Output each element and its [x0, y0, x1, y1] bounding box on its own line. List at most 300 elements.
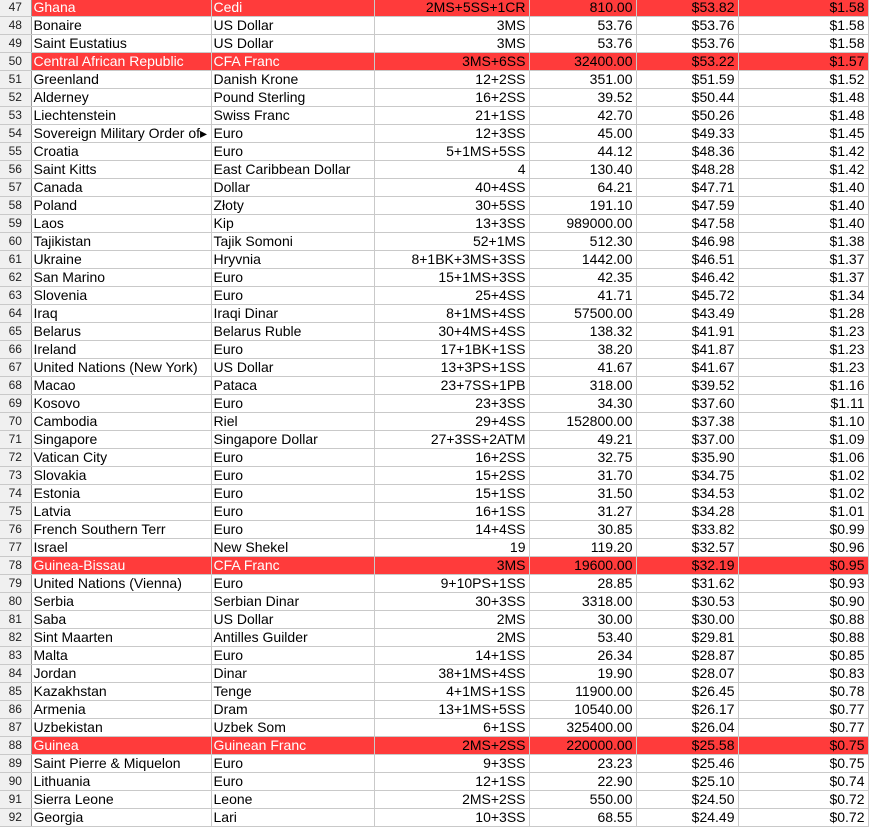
cell-local-amount[interactable]: 53.76 [529, 17, 636, 35]
row-header[interactable]: 56 [0, 161, 31, 179]
row-header[interactable]: 82 [0, 629, 31, 647]
cell-usd-value[interactable]: $46.51 [636, 251, 738, 269]
cell-country[interactable]: Guinea-Bissau [31, 557, 211, 575]
row-header[interactable]: 75 [0, 503, 31, 521]
cell-usd-value[interactable]: $25.58 [636, 737, 738, 755]
cell-currency[interactable]: Euro [211, 521, 374, 539]
cell-local-amount[interactable]: 19.90 [529, 665, 636, 683]
cell-local-amount[interactable]: 351.00 [529, 71, 636, 89]
row-header[interactable]: 88 [0, 737, 31, 755]
row-header[interactable]: 47 [0, 0, 31, 17]
cell-coins[interactable]: 9+3SS [374, 755, 529, 773]
row-header[interactable]: 80 [0, 593, 31, 611]
cell-country[interactable]: Serbia [31, 593, 211, 611]
cell-currency[interactable]: Belarus Ruble [211, 323, 374, 341]
cell-local-amount[interactable]: 325400.00 [529, 719, 636, 737]
table-row[interactable] [0, 305, 868, 323]
cell-usd-value[interactable]: $34.28 [636, 503, 738, 521]
cell-per-unit[interactable]: $0.93 [738, 575, 868, 593]
cell-usd-value[interactable]: $25.10 [636, 773, 738, 791]
row-header[interactable]: 62 [0, 269, 31, 287]
cell-country[interactable]: Jordan [31, 665, 211, 683]
cell-local-amount[interactable]: 119.20 [529, 539, 636, 557]
cell-usd-value[interactable]: $35.90 [636, 449, 738, 467]
cell-currency[interactable]: Kip [211, 215, 374, 233]
table-row[interactable] [0, 125, 868, 143]
cell-usd-value[interactable]: $24.50 [636, 791, 738, 809]
table-row[interactable] [0, 179, 868, 197]
cell-coins[interactable]: 3MS [374, 557, 529, 575]
row-header[interactable]: 61 [0, 251, 31, 269]
cell-usd-value[interactable]: $39.52 [636, 377, 738, 395]
cell-local-amount[interactable]: 34.30 [529, 395, 636, 413]
cell-usd-value[interactable]: $31.62 [636, 575, 738, 593]
row-header[interactable]: 55 [0, 143, 31, 161]
cell-country[interactable]: Slovenia [31, 287, 211, 305]
cell-currency[interactable]: CFA Franc [211, 557, 374, 575]
cell-currency[interactable]: Dram [211, 701, 374, 719]
cell-usd-value[interactable]: $41.87 [636, 341, 738, 359]
cell-local-amount[interactable]: 512.30 [529, 233, 636, 251]
cell-local-amount[interactable]: 32400.00 [529, 53, 636, 71]
cell-per-unit[interactable]: $1.52 [738, 71, 868, 89]
cell-currency[interactable]: Serbian Dinar [211, 593, 374, 611]
cell-currency[interactable]: New Shekel [211, 539, 374, 557]
cell-country[interactable]: United Nations (New York) [31, 359, 211, 377]
cell-currency[interactable]: US Dollar [211, 35, 374, 53]
cell-usd-value[interactable]: $49.33 [636, 125, 738, 143]
cell-usd-value[interactable]: $43.49 [636, 305, 738, 323]
row-header[interactable]: 49 [0, 35, 31, 53]
cell-per-unit[interactable]: $1.23 [738, 323, 868, 341]
row-header[interactable]: 84 [0, 665, 31, 683]
cell-coins[interactable]: 3MS [374, 17, 529, 35]
row-header[interactable]: 67 [0, 359, 31, 377]
table-row[interactable] [0, 449, 868, 467]
cell-per-unit[interactable]: $0.90 [738, 593, 868, 611]
cell-per-unit[interactable]: $0.77 [738, 719, 868, 737]
cell-local-amount[interactable]: 44.12 [529, 143, 636, 161]
cell-per-unit[interactable]: $1.58 [738, 35, 868, 53]
cell-currency[interactable]: Euro [211, 287, 374, 305]
table-row[interactable] [0, 755, 868, 773]
cell-usd-value[interactable]: $25.46 [636, 755, 738, 773]
table-row[interactable] [0, 575, 868, 593]
cell-coins[interactable]: 15+1MS+3SS [374, 269, 529, 287]
cell-coins[interactable]: 5+1MS+5SS [374, 143, 529, 161]
cell-usd-value[interactable]: $32.57 [636, 539, 738, 557]
cell-coins[interactable]: 25+4SS [374, 287, 529, 305]
row-header[interactable]: 60 [0, 233, 31, 251]
cell-country[interactable]: Vatican City [31, 449, 211, 467]
cell-coins[interactable]: 12+1SS [374, 773, 529, 791]
cell-coins[interactable]: 2MS [374, 611, 529, 629]
cell-usd-value[interactable]: $33.82 [636, 521, 738, 539]
cell-usd-value[interactable]: $46.42 [636, 269, 738, 287]
cell-per-unit[interactable]: $1.38 [738, 233, 868, 251]
table-row[interactable] [0, 89, 868, 107]
table-row[interactable] [0, 377, 868, 395]
cell-country[interactable]: French Southern Terr [31, 521, 211, 539]
cell-currency[interactable]: US Dollar [211, 359, 374, 377]
row-header[interactable]: 58 [0, 197, 31, 215]
cell-country[interactable]: Israel [31, 539, 211, 557]
cell-coins[interactable]: 30+4MS+4SS [374, 323, 529, 341]
cell-local-amount[interactable]: 57500.00 [529, 305, 636, 323]
table-row[interactable] [0, 719, 868, 737]
cell-country[interactable]: Ghana [31, 0, 211, 17]
cell-local-amount[interactable]: 53.40 [529, 629, 636, 647]
table-row[interactable] [0, 647, 868, 665]
cell-coins[interactable]: 2MS [374, 629, 529, 647]
cell-currency[interactable]: Dollar [211, 179, 374, 197]
row-header[interactable]: 86 [0, 701, 31, 719]
cell-usd-value[interactable]: $53.76 [636, 17, 738, 35]
cell-currency[interactable]: US Dollar [211, 611, 374, 629]
cell-coins[interactable]: 3MS+6SS [374, 53, 529, 71]
cell-usd-value[interactable]: $37.60 [636, 395, 738, 413]
cell-per-unit[interactable]: $1.02 [738, 485, 868, 503]
cell-local-amount[interactable]: 53.76 [529, 35, 636, 53]
table-row[interactable] [0, 107, 868, 125]
cell-usd-value[interactable]: $26.45 [636, 683, 738, 701]
cell-local-amount[interactable]: 64.21 [529, 179, 636, 197]
cell-coins[interactable]: 15+1SS [374, 485, 529, 503]
row-header[interactable]: 69 [0, 395, 31, 413]
cell-usd-value[interactable]: $53.76 [636, 35, 738, 53]
cell-country[interactable]: Saint Pierre & Miquelon [31, 755, 211, 773]
cell-per-unit[interactable]: $0.75 [738, 737, 868, 755]
cell-currency[interactable]: Euro [211, 575, 374, 593]
cell-coins[interactable]: 38+1MS+4SS [374, 665, 529, 683]
cell-country[interactable]: United Nations (Vienna) [31, 575, 211, 593]
cell-country[interactable]: Canada [31, 179, 211, 197]
cell-coins[interactable]: 16+1SS [374, 503, 529, 521]
cell-country[interactable]: Sierra Leone [31, 791, 211, 809]
table-row[interactable] [0, 413, 868, 431]
row-header[interactable]: 87 [0, 719, 31, 737]
table-row[interactable] [0, 71, 868, 89]
cell-coins[interactable]: 29+4SS [374, 413, 529, 431]
cell-local-amount[interactable]: 191.10 [529, 197, 636, 215]
cell-usd-value[interactable]: $48.28 [636, 161, 738, 179]
cell-country[interactable]: Poland [31, 197, 211, 215]
cell-per-unit[interactable]: $0.75 [738, 755, 868, 773]
cell-coins[interactable]: 27+3SS+2ATM [374, 431, 529, 449]
cell-currency[interactable]: East Caribbean Dollar [211, 161, 374, 179]
cell-local-amount[interactable]: 45.00 [529, 125, 636, 143]
row-header[interactable]: 76 [0, 521, 31, 539]
cell-usd-value[interactable]: $37.38 [636, 413, 738, 431]
row-header[interactable]: 73 [0, 467, 31, 485]
cell-usd-value[interactable]: $37.00 [636, 431, 738, 449]
cell-usd-value[interactable]: $28.87 [636, 647, 738, 665]
cell-usd-value[interactable]: $50.26 [636, 107, 738, 125]
cell-coins[interactable]: 9+10PS+1SS [374, 575, 529, 593]
cell-country[interactable]: Saint Kitts [31, 161, 211, 179]
cell-coins[interactable]: 10+3SS [374, 809, 529, 827]
cell-currency[interactable]: Euro [211, 395, 374, 413]
cell-coins[interactable]: 21+1SS [374, 107, 529, 125]
cell-local-amount[interactable]: 810.00 [529, 0, 636, 17]
cell-local-amount[interactable]: 10540.00 [529, 701, 636, 719]
cell-currency[interactable]: Antilles Guilder [211, 629, 374, 647]
cell-usd-value[interactable]: $34.75 [636, 467, 738, 485]
table-row[interactable] [0, 737, 868, 755]
cell-country[interactable]: Cambodia [31, 413, 211, 431]
cell-local-amount[interactable]: 41.71 [529, 287, 636, 305]
cell-per-unit[interactable]: $0.99 [738, 521, 868, 539]
table-row[interactable] [0, 467, 868, 485]
table-row[interactable] [0, 341, 868, 359]
row-header[interactable]: 51 [0, 71, 31, 89]
cell-per-unit[interactable]: $0.88 [738, 629, 868, 647]
cell-per-unit[interactable]: $1.42 [738, 143, 868, 161]
cell-per-unit[interactable]: $0.78 [738, 683, 868, 701]
cell-country[interactable]: Iraq [31, 305, 211, 323]
cell-currency[interactable]: Leone [211, 791, 374, 809]
cell-per-unit[interactable]: $0.95 [738, 557, 868, 575]
cell-country[interactable]: Georgia [31, 809, 211, 827]
cell-coins[interactable]: 16+2SS [374, 89, 529, 107]
row-header[interactable]: 57 [0, 179, 31, 197]
cell-usd-value[interactable]: $47.71 [636, 179, 738, 197]
cell-local-amount[interactable]: 38.20 [529, 341, 636, 359]
row-header[interactable]: 52 [0, 89, 31, 107]
cell-currency[interactable]: Złoty [211, 197, 374, 215]
cell-local-amount[interactable]: 42.70 [529, 107, 636, 125]
row-header[interactable]: 89 [0, 755, 31, 773]
cell-country[interactable]: Liechtenstein [31, 107, 211, 125]
cell-coins[interactable]: 12+2SS [374, 71, 529, 89]
table-row[interactable] [0, 809, 868, 827]
cell-local-amount[interactable]: 11900.00 [529, 683, 636, 701]
row-header[interactable]: 92 [0, 809, 31, 827]
cell-per-unit[interactable]: $1.37 [738, 251, 868, 269]
cell-currency[interactable]: Euro [211, 125, 374, 143]
cell-per-unit[interactable]: $0.88 [738, 611, 868, 629]
cell-country[interactable]: Sint Maarten [31, 629, 211, 647]
cell-local-amount[interactable]: 30.85 [529, 521, 636, 539]
cell-country[interactable]: San Marino [31, 269, 211, 287]
cell-per-unit[interactable]: $1.23 [738, 341, 868, 359]
cell-currency[interactable]: Iraqi Dinar [211, 305, 374, 323]
cell-coins[interactable]: 23+3SS [374, 395, 529, 413]
cell-local-amount[interactable]: 989000.00 [529, 215, 636, 233]
row-header[interactable]: 79 [0, 575, 31, 593]
cell-local-amount[interactable]: 49.21 [529, 431, 636, 449]
cell-local-amount[interactable]: 220000.00 [529, 737, 636, 755]
table-row[interactable] [0, 683, 868, 701]
row-header[interactable]: 50 [0, 53, 31, 71]
row-header[interactable]: 63 [0, 287, 31, 305]
table-row[interactable] [0, 323, 868, 341]
cell-usd-value[interactable]: $28.07 [636, 665, 738, 683]
cell-country[interactable]: Saba [31, 611, 211, 629]
cell-country[interactable]: Greenland [31, 71, 211, 89]
row-header[interactable]: 48 [0, 17, 31, 35]
cell-country[interactable]: Belarus [31, 323, 211, 341]
cell-local-amount[interactable]: 26.34 [529, 647, 636, 665]
cell-currency[interactable]: Euro [211, 449, 374, 467]
table-row[interactable] [0, 629, 868, 647]
cell-local-amount[interactable]: 138.32 [529, 323, 636, 341]
table-row[interactable] [0, 593, 868, 611]
cell-local-amount[interactable]: 31.27 [529, 503, 636, 521]
cell-per-unit[interactable]: $1.58 [738, 0, 868, 17]
cell-coins[interactable]: 30+5SS [374, 197, 529, 215]
cell-per-unit[interactable]: $1.37 [738, 269, 868, 287]
cell-per-unit[interactable]: $1.06 [738, 449, 868, 467]
cell-coins[interactable]: 15+2SS [374, 467, 529, 485]
cell-per-unit[interactable]: $1.01 [738, 503, 868, 521]
cell-per-unit[interactable]: $1.11 [738, 395, 868, 413]
row-header[interactable]: 70 [0, 413, 31, 431]
cell-country[interactable]: Alderney [31, 89, 211, 107]
row-header[interactable]: 68 [0, 377, 31, 395]
cell-per-unit[interactable]: $0.77 [738, 701, 868, 719]
cell-country[interactable]: Ireland [31, 341, 211, 359]
cell-currency[interactable]: Hryvnia [211, 251, 374, 269]
cell-local-amount[interactable]: 39.52 [529, 89, 636, 107]
cell-usd-value[interactable]: $47.58 [636, 215, 738, 233]
cell-local-amount[interactable]: 19600.00 [529, 557, 636, 575]
row-header[interactable]: 65 [0, 323, 31, 341]
cell-usd-value[interactable]: $47.59 [636, 197, 738, 215]
cell-country[interactable]: Lithuania [31, 773, 211, 791]
table-row[interactable] [0, 197, 868, 215]
cell-usd-value[interactable]: $26.04 [636, 719, 738, 737]
cell-country[interactable]: Slovakia [31, 467, 211, 485]
cell-usd-value[interactable]: $53.22 [636, 53, 738, 71]
cell-currency[interactable]: Euro [211, 647, 374, 665]
row-header[interactable]: 71 [0, 431, 31, 449]
table-row[interactable] [0, 53, 868, 71]
cell-coins[interactable]: 17+1BK+1SS [374, 341, 529, 359]
row-header[interactable]: 85 [0, 683, 31, 701]
cell-local-amount[interactable]: 32.75 [529, 449, 636, 467]
row-header[interactable]: 66 [0, 341, 31, 359]
cell-coins[interactable]: 4+1MS+1SS [374, 683, 529, 701]
cell-usd-value[interactable]: $24.49 [636, 809, 738, 827]
cell-currency[interactable]: Dinar [211, 665, 374, 683]
cell-local-amount[interactable]: 1442.00 [529, 251, 636, 269]
cell-per-unit[interactable]: $1.23 [738, 359, 868, 377]
cell-coins[interactable]: 23+7SS+1PB [374, 377, 529, 395]
cell-per-unit[interactable]: $0.72 [738, 809, 868, 827]
table-row[interactable] [0, 359, 868, 377]
cell-country[interactable]: Kazakhstan [31, 683, 211, 701]
cell-usd-value[interactable]: $41.91 [636, 323, 738, 341]
cell-coins[interactable]: 14+1SS [374, 647, 529, 665]
cell-currency[interactable]: CFA Franc [211, 53, 374, 71]
cell-usd-value[interactable]: $41.67 [636, 359, 738, 377]
cell-usd-value[interactable]: $30.00 [636, 611, 738, 629]
cell-local-amount[interactable]: 22.90 [529, 773, 636, 791]
cell-coins[interactable]: 2MS+2SS [374, 737, 529, 755]
cell-currency[interactable]: Pound Sterling [211, 89, 374, 107]
cell-coins[interactable]: 8+1MS+4SS [374, 305, 529, 323]
cell-country[interactable]: Central African Republic [31, 53, 211, 71]
cell-usd-value[interactable]: $45.72 [636, 287, 738, 305]
cell-country[interactable]: Saint Eustatius [31, 35, 211, 53]
cell-country[interactable]: Kosovo [31, 395, 211, 413]
cell-coins[interactable]: 8+1BK+3MS+3SS [374, 251, 529, 269]
cell-country[interactable]: Uzbekistan [31, 719, 211, 737]
cell-per-unit[interactable]: $1.58 [738, 17, 868, 35]
cell-currency[interactable]: US Dollar [211, 17, 374, 35]
cell-local-amount[interactable]: 130.40 [529, 161, 636, 179]
cell-usd-value[interactable]: $30.53 [636, 593, 738, 611]
cell-country[interactable]: Macao [31, 377, 211, 395]
cell-local-amount[interactable]: 31.70 [529, 467, 636, 485]
row-header[interactable]: 81 [0, 611, 31, 629]
table-row[interactable] [0, 557, 868, 575]
cell-country[interactable]: Estonia [31, 485, 211, 503]
cell-usd-value[interactable]: $26.17 [636, 701, 738, 719]
cell-currency[interactable]: Singapore Dollar [211, 431, 374, 449]
row-header[interactable]: 53 [0, 107, 31, 125]
cell-coins[interactable]: 6+1SS [374, 719, 529, 737]
cell-per-unit[interactable]: $1.40 [738, 197, 868, 215]
cell-usd-value[interactable]: $29.81 [636, 629, 738, 647]
cell-currency[interactable]: Euro [211, 467, 374, 485]
cell-currency[interactable]: Euro [211, 143, 374, 161]
cell-coins[interactable]: 2MS+2SS [374, 791, 529, 809]
table-row[interactable] [0, 521, 868, 539]
cell-per-unit[interactable]: $1.45 [738, 125, 868, 143]
cell-currency[interactable]: Euro [211, 755, 374, 773]
cell-usd-value[interactable]: $50.44 [636, 89, 738, 107]
table-row[interactable] [0, 0, 868, 17]
cell-local-amount[interactable]: 23.23 [529, 755, 636, 773]
cell-currency[interactable]: Tenge [211, 683, 374, 701]
table-row[interactable] [0, 287, 868, 305]
cell-coins[interactable]: 13+3PS+1SS [374, 359, 529, 377]
row-header[interactable]: 83 [0, 647, 31, 665]
cell-currency[interactable]: Guinean Franc [211, 737, 374, 755]
cell-coins[interactable]: 2MS+5SS+1CR [374, 0, 529, 17]
table-row[interactable] [0, 773, 868, 791]
cell-local-amount[interactable]: 550.00 [529, 791, 636, 809]
cell-local-amount[interactable]: 28.85 [529, 575, 636, 593]
cell-usd-value[interactable]: $53.82 [636, 0, 738, 17]
cell-country[interactable]: Armenia [31, 701, 211, 719]
cell-local-amount[interactable]: 41.67 [529, 359, 636, 377]
cell-local-amount[interactable]: 68.55 [529, 809, 636, 827]
row-header[interactable]: 91 [0, 791, 31, 809]
cell-country[interactable]: Laos [31, 215, 211, 233]
cell-country[interactable]: Singapore [31, 431, 211, 449]
table-row[interactable] [0, 269, 868, 287]
cell-country[interactable]: Bonaire [31, 17, 211, 35]
row-header[interactable]: 90 [0, 773, 31, 791]
cell-per-unit[interactable]: $1.02 [738, 467, 868, 485]
cell-currency[interactable]: Cedi [211, 0, 374, 17]
cell-country[interactable]: Ukraine [31, 251, 211, 269]
cell-coins[interactable]: 30+3SS [374, 593, 529, 611]
cell-local-amount[interactable]: 30.00 [529, 611, 636, 629]
row-header[interactable]: 64 [0, 305, 31, 323]
table-row[interactable] [0, 611, 868, 629]
cell-currency[interactable]: Euro [211, 485, 374, 503]
cell-local-amount[interactable]: 318.00 [529, 377, 636, 395]
cell-coins[interactable]: 3MS [374, 35, 529, 53]
cell-currency[interactable]: Euro [211, 503, 374, 521]
cell-local-amount[interactable]: 42.35 [529, 269, 636, 287]
table-row[interactable] [0, 395, 868, 413]
cell-currency[interactable]: Uzbek Som [211, 719, 374, 737]
